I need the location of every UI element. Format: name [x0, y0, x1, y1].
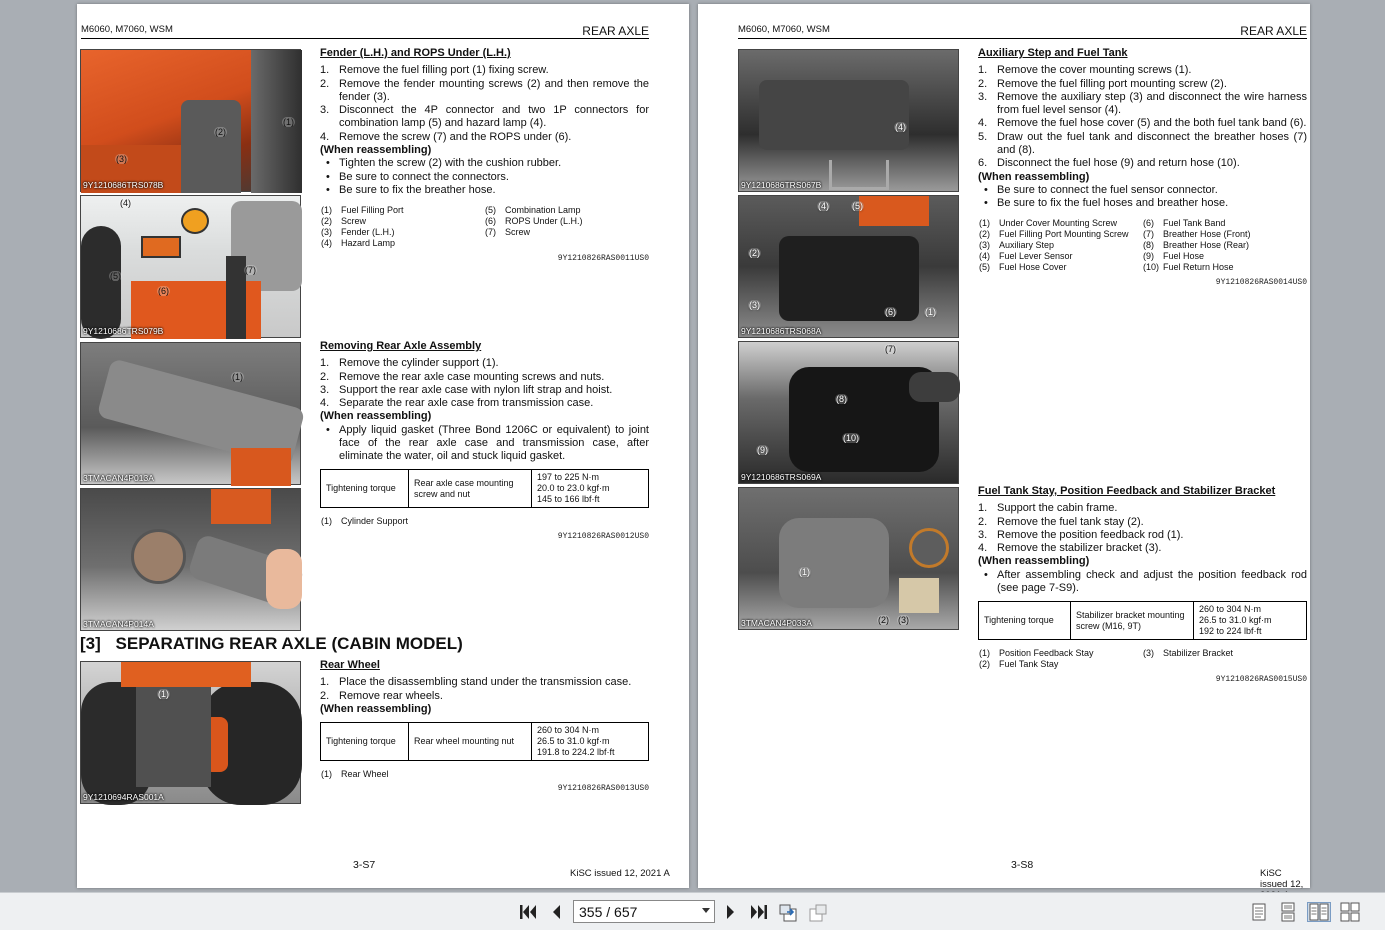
callout-3: (3) — [116, 154, 127, 164]
legend-label: Combination Lamp — [505, 205, 581, 215]
legend-removing — [321, 516, 408, 527]
step-number: 4. — [978, 117, 988, 130]
legend-num: (2) — [979, 659, 990, 669]
step-text: Remove the fuel filling port (1) fixing screw. — [339, 64, 549, 77]
callout-2: (2) — [215, 127, 226, 137]
legend-num: (6) — [1143, 218, 1154, 228]
torque-value: 197 to 225 N·m — [537, 472, 600, 482]
step-number: 1. — [320, 357, 330, 370]
legend-num: (3) — [1143, 648, 1154, 658]
notes-list — [320, 424, 649, 464]
torque-item: Rear axle case mounting screw and nut — [409, 470, 532, 508]
step-text: Place the disassembling stand under the transmission case. — [339, 676, 632, 689]
steps-list — [320, 64, 649, 144]
torque-value: 26.5 to 31.0 kgf·m — [1199, 615, 1272, 625]
notes-list — [978, 184, 1307, 211]
last-page-icon — [750, 904, 768, 920]
note-item: • Be sure to connect the fuel sensor connector. — [978, 184, 1307, 197]
legend-num: (3) — [321, 227, 332, 237]
legend-label: Screw — [505, 227, 531, 237]
reassembly-title: (When reassembling) — [978, 170, 1090, 183]
photo-caption: 3TMACAN4P033A — [741, 618, 812, 628]
legend-num: (5) — [979, 262, 990, 272]
legend-num: (4) — [321, 238, 332, 248]
reference-code: 9Y1210826RAS0015US0 — [1215, 675, 1307, 684]
torque-label: Tightening torque — [321, 723, 409, 761]
step-number: 4. — [320, 130, 330, 143]
legend-label: Rear Wheel — [341, 769, 389, 779]
photo-caption: 9Y1210694RAS001A — [83, 792, 164, 802]
legend-label: Breather Hose (Front) — [1163, 229, 1251, 239]
legend-num: (7) — [1143, 229, 1154, 239]
step-number: 2. — [978, 77, 988, 90]
step-number: 2. — [320, 370, 330, 383]
first-page-icon — [519, 904, 537, 920]
legend-stay — [979, 648, 1233, 670]
go-back-button[interactable] — [777, 901, 799, 923]
torque-table — [320, 469, 649, 508]
step-number: 1. — [320, 64, 330, 77]
step-item — [320, 676, 649, 689]
notes-list — [320, 157, 649, 197]
photo-caption: 9Y1210686TRS068A — [741, 326, 822, 336]
callout-1: (1) — [158, 689, 169, 699]
step-text: Remove the fuel filling port mounting screw (2). — [997, 77, 1227, 90]
torque-value: 26.5 to 31.0 kgf·m — [537, 736, 610, 746]
callout-1: (1) — [232, 372, 243, 382]
photo-caption: 9Y1210686TRS079B — [83, 326, 164, 336]
two-page-view-icon — [1309, 903, 1329, 921]
section-title: Removing Rear Axle Assembly — [320, 340, 482, 352]
note-text: Apply liquid gasket (Three Bond 1206C or equivalent) to joint face of the rear axle case and transmission case, after eliminate the water, oil and stuck liquid gasket. — [339, 423, 649, 463]
step-text: Remove the cylinder support (1). — [339, 357, 499, 370]
step-number: 6. — [978, 157, 988, 170]
step-number: 2. — [320, 77, 330, 90]
legend-label: Breather Hose (Rear) — [1163, 240, 1250, 250]
torque-value: 192 to 224 lbf·ft — [1199, 626, 1262, 636]
callout-2: (2) — [878, 615, 889, 625]
page-number: 3-S8 — [1011, 859, 1034, 871]
note-text: Be sure to fix the fuel hoses and breather hose. — [997, 197, 1229, 210]
callout-4: (4) — [895, 122, 906, 132]
note-text: Be sure to connect the fuel sensor connector. — [997, 183, 1218, 196]
step-text: Remove the rear axle case mounting screws and nuts. — [339, 370, 605, 383]
previous-page-icon — [550, 904, 562, 920]
photo-caption: 3TMACAN4P014A — [83, 619, 154, 629]
step-item — [978, 157, 1307, 170]
continuous-view-button[interactable] — [1279, 902, 1297, 922]
header-model: M6060, M7060, WSM — [738, 24, 830, 35]
section-fuel-tank-stay — [978, 485, 1307, 595]
page-selector[interactable] — [573, 900, 715, 923]
step-item — [978, 78, 1307, 91]
page-left — [77, 4, 689, 888]
legend-label: Position Feedback Stay — [999, 648, 1094, 658]
step-item — [320, 384, 649, 397]
callout-1: (1) — [283, 117, 294, 127]
note-item: • Be sure to fix the fuel hoses and breather hose. — [978, 197, 1307, 210]
note-item: • Apply liquid gasket (Three Bond 1206C or equivalent) to joint face of the rear axle case and transmission case, after eliminate the water, oil and stuck liquid gasket. — [326, 423, 649, 463]
callout-6: (6) — [158, 286, 169, 296]
go-back-icon — [778, 902, 798, 922]
photo-auxiliary-step — [738, 49, 959, 192]
legend-num: (5) — [485, 205, 496, 215]
photo-caption: 9Y1210686TRS069A — [741, 472, 822, 482]
step-item — [978, 516, 1307, 529]
torque-item: Stabilizer bracket mounting screw (M16, 9T) — [1071, 602, 1194, 640]
callout-1: (1) — [799, 567, 810, 577]
legend-num: (1) — [979, 218, 990, 228]
step-text: Draw out the fuel tank and disconnect the breather hoses (7) and (8). — [997, 130, 1307, 157]
legend-num: (7) — [485, 227, 496, 237]
legend-label: Hazard Lamp — [341, 238, 396, 248]
header-rule — [81, 38, 649, 39]
step-number: 2. — [320, 689, 330, 702]
callout-2: (2) — [749, 248, 760, 258]
legend-label: Fuel Return Hose — [1163, 262, 1234, 272]
header-section: REAR AXLE — [1240, 24, 1307, 38]
legend-num: (2) — [979, 229, 990, 239]
step-item — [320, 690, 649, 703]
torque-value: 191.8 to 224.2 lbf·ft — [537, 747, 615, 757]
section-auxiliary-step-fuel-tank — [978, 47, 1307, 211]
step-number: 5. — [978, 130, 988, 143]
step-text: Remove the stabilizer bracket (3). — [997, 542, 1162, 555]
callout-9: (9) — [757, 445, 768, 455]
legend-num: (10) — [1143, 262, 1160, 272]
step-text: Disconnect the 4P connector and two 1P connectors for combination lamp (5) and hazard lamp (4). — [339, 104, 649, 130]
legend-num: (1) — [321, 516, 332, 526]
legend-fender — [321, 205, 583, 249]
reference-code: 9Y1210826RAS0011US0 — [557, 254, 649, 263]
header-rule — [738, 38, 1307, 39]
step-number: 3. — [978, 90, 988, 103]
note-text: After assembling check and adjust the position feedback rod (see page 7-S9). — [997, 568, 1307, 595]
legend-num: (1) — [321, 769, 332, 779]
legend-num: (9) — [1143, 251, 1154, 261]
chevron-down-icon — [702, 908, 710, 913]
step-number: 3. — [978, 528, 988, 541]
chapter-number: [3] — [80, 634, 101, 653]
legend-label: ROPS Under (L.H.) — [505, 216, 583, 226]
step-text: Remove the position feedback rod (1). — [997, 528, 1184, 541]
legend-label: Fuel Hose — [1163, 251, 1205, 261]
step-item — [320, 78, 649, 105]
first-page-button[interactable] — [517, 901, 539, 923]
reassembly-title: (When reassembling) — [320, 410, 432, 423]
step-text: Remove the fender mounting screws (2) and then remove the fender (3). — [339, 77, 649, 103]
step-number: 1. — [320, 676, 330, 689]
navigation-toolbar — [0, 892, 1385, 930]
legend-num: (1) — [321, 205, 332, 215]
legend-fuel-tank — [979, 218, 1251, 273]
section-removing-rear-axle — [320, 340, 649, 464]
steps-list — [320, 357, 649, 410]
torque-value: 20.0 to 23.0 kgf·m — [537, 483, 610, 493]
step-text: Remove the fuel hose cover (5) and the both fuel tank band (6). — [997, 117, 1307, 130]
callout-4: (4) — [818, 201, 829, 211]
page-number: 3-S7 — [353, 859, 376, 871]
callout-6: (6) — [885, 307, 896, 317]
go-forward-icon — [808, 902, 828, 922]
legend-label: Auxiliary Step — [999, 240, 1055, 250]
step-text: Support the cabin frame. — [997, 502, 1118, 515]
reassembly-title: (When reassembling) — [320, 702, 432, 715]
photo-fender — [80, 49, 301, 192]
photo-separation — [80, 488, 301, 631]
legend-num: (4) — [979, 251, 990, 261]
step-item — [978, 64, 1307, 77]
legend-label: Screw — [341, 216, 367, 226]
step-number: 4. — [978, 542, 988, 555]
photo-fuel-tank-side — [738, 195, 959, 338]
callout-3: (3) — [898, 615, 909, 625]
callout-7: (7) — [885, 344, 896, 354]
legend-num: (3) — [979, 240, 990, 250]
page-right — [698, 4, 1310, 888]
section-fender — [320, 47, 649, 197]
legend-num: (1) — [979, 648, 990, 658]
section-title: Rear Wheel — [320, 659, 380, 671]
issued-note: KiSC issued 12, — [1260, 868, 1304, 890]
callout-1: (1) — [925, 307, 936, 317]
photo-caption: 3TMACAN4P013A — [83, 473, 154, 483]
section-title: Fender (L.H.) and ROPS Under (L.H.) — [320, 47, 511, 59]
step-number: 2. — [978, 515, 988, 528]
torque-table — [320, 722, 649, 761]
step-number: 1. — [978, 502, 988, 515]
torque-label: Tightening torque — [321, 470, 409, 508]
photo-rear-wheel — [80, 661, 301, 804]
step-item — [320, 357, 649, 370]
step-item — [320, 64, 649, 77]
step-number: 4. — [320, 397, 330, 410]
legend-label: Fuel Hose Cover — [999, 262, 1067, 272]
steps-list — [978, 64, 1307, 170]
legend-label: Fuel Tank Stay — [999, 659, 1059, 669]
photo-caption: 9Y1210686TRS078B — [83, 180, 164, 190]
step-text: Separate the rear axle case from transmission case. — [339, 397, 594, 410]
step-item — [320, 104, 649, 131]
reassembly-title: (When reassembling) — [978, 555, 1090, 568]
note-text: Be sure to fix the breather hose. — [339, 183, 496, 196]
callout-10: (10) — [843, 433, 860, 443]
note-item: • Tighten the screw (2) with the cushion rubber. — [320, 157, 649, 170]
continuous-two-page-view-icon — [1340, 903, 1360, 921]
step-number: 1. — [978, 64, 988, 77]
step-item — [978, 131, 1307, 158]
torque-values — [1194, 602, 1307, 640]
next-page-button[interactable] — [721, 901, 741, 923]
single-page-view-icon — [1251, 903, 1267, 921]
note-text: Tighten the screw (2) with the cushion rubber. — [339, 157, 562, 170]
step-text: Remove the fuel tank stay (2). — [997, 515, 1144, 528]
torque-item: Rear wheel mounting nut — [409, 723, 532, 761]
next-page-icon — [725, 904, 737, 920]
section-title: Auxiliary Step and Fuel Tank — [978, 47, 1128, 59]
callout-8: (8) — [836, 394, 847, 404]
photo-stabilizer-bracket — [738, 487, 959, 630]
step-item — [978, 542, 1307, 555]
continuous-two-page-view-button[interactable] — [1339, 902, 1361, 922]
torque-value: 260 to 304 N·m — [537, 725, 600, 735]
continuous-view-icon — [1280, 903, 1296, 921]
step-item — [320, 371, 649, 384]
reassembly-title: (When reassembling) — [320, 144, 432, 157]
step-item — [978, 502, 1307, 515]
two-page-view-button[interactable] — [1307, 902, 1331, 922]
legend-label: Fuel Filling Port Mounting Screw — [999, 229, 1129, 239]
legend-label: Fuel Tank Band — [1163, 218, 1226, 228]
step-item — [978, 117, 1307, 130]
torque-values — [532, 723, 649, 761]
reference-code: 9Y1210826RAS0014US0 — [1215, 278, 1307, 287]
reference-code: 9Y1210826RAS0012US0 — [557, 532, 649, 541]
step-text: Remove the cover mounting screws (1). — [997, 64, 1192, 77]
torque-value: 260 to 304 N·m — [1199, 604, 1262, 614]
legend-label: Under Cover Mounting Screw — [999, 218, 1118, 228]
header-section: REAR AXLE — [582, 24, 649, 38]
note-item: • Be sure to fix the breather hose. — [320, 184, 649, 197]
step-text: Remove rear wheels. — [339, 689, 443, 702]
legend-label: Fuel Lever Sensor — [999, 251, 1073, 261]
step-text: Support the rear axle case with nylon lift strap and hoist. — [339, 383, 613, 396]
torque-values — [532, 470, 649, 508]
legend-label: Stabilizer Bracket — [1163, 648, 1234, 658]
legend-label: Fuel Filling Port — [341, 205, 404, 215]
go-forward-button[interactable] — [807, 901, 829, 923]
step-text: Remove the auxiliary step (3) and disconnect the wire harness from fuel level sensor (4). — [997, 90, 1307, 117]
note-item: • After assembling check and adjust the position feedback rod (see page 7-S9). — [984, 568, 1307, 595]
section-rear-wheel — [320, 659, 649, 716]
step-item — [320, 131, 649, 144]
legend-label: Cylinder Support — [341, 516, 409, 526]
step-text: Remove the screw (7) and the ROPS under (6). — [339, 130, 572, 143]
torque-value: 145 to 166 lbf·ft — [537, 494, 600, 504]
reference-code: 9Y1210826RAS0013US0 — [557, 784, 649, 793]
callout-7: (7) — [245, 265, 256, 275]
note-text: Be sure to connect the connectors. — [339, 170, 509, 183]
callout-5: (5) — [110, 271, 121, 281]
legend-wheel — [321, 769, 389, 780]
step-item — [978, 91, 1307, 118]
single-page-view-button[interactable] — [1250, 902, 1268, 922]
section-title: Fuel Tank Stay, Position Feedback and Stabilizer Bracket — [978, 485, 1276, 497]
steps-list — [320, 676, 649, 703]
page-selector-value: 355 / 657 — [579, 903, 638, 920]
legend-num: (2) — [321, 216, 332, 226]
photo-lamps — [80, 195, 301, 338]
step-item — [320, 397, 649, 410]
step-number: 3. — [320, 104, 330, 117]
steps-list — [978, 502, 1307, 555]
callout-5: (5) — [852, 201, 863, 211]
torque-label: Tightening torque — [979, 602, 1071, 640]
torque-table — [978, 601, 1307, 640]
note-item: • Be sure to connect the connectors. — [320, 171, 649, 184]
issued-note: KiSC issued 12, 2021 A — [570, 868, 670, 879]
previous-page-button[interactable] — [546, 901, 566, 923]
photo-caption: 9Y1210686TRS067B — [741, 180, 822, 190]
step-number: 3. — [320, 383, 330, 396]
legend-label: Fender (L.H.) — [341, 227, 395, 237]
chapter-heading — [80, 634, 463, 654]
photo-axle-case — [80, 342, 301, 485]
photo-fuel-tank-hoses — [738, 341, 959, 484]
legend-num: (6) — [485, 216, 496, 226]
legend-num: (8) — [1143, 240, 1154, 250]
callout-3: (3) — [749, 300, 760, 310]
header-model: M6060, M7060, WSM — [81, 24, 173, 35]
notes-list — [978, 569, 1307, 596]
step-text: Disconnect the fuel hose (9) and return hose (10). — [997, 157, 1240, 170]
step-item — [978, 529, 1307, 542]
callout-4: (4) — [120, 198, 131, 208]
last-page-button[interactable] — [748, 901, 770, 923]
chapter-title: SEPARATING REAR AXLE (CABIN MODEL) — [115, 634, 463, 653]
